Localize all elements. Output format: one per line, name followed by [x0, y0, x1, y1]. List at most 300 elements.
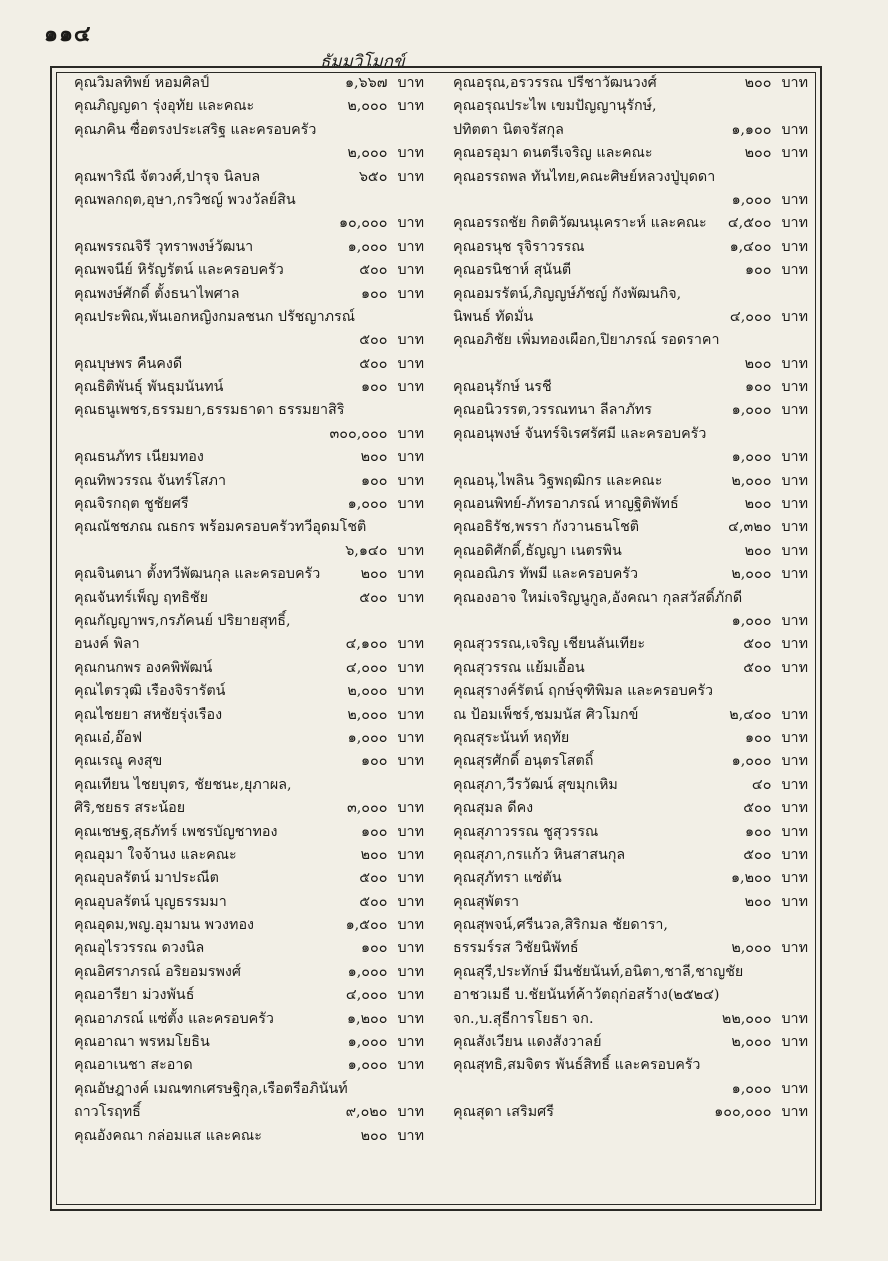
currency-unit: บาท — [397, 425, 424, 442]
donation-amount-row — [317, 166, 424, 189]
donor-entry — [453, 283, 808, 330]
donor-entry — [453, 821, 808, 844]
donation-amount-row — [317, 984, 424, 1007]
donor-entry — [74, 95, 424, 118]
donation-amount-row — [693, 844, 808, 867]
donation-amount-row — [693, 633, 808, 656]
donation-amount: ๔,๐๐๐ — [729, 308, 772, 325]
donor-entry — [453, 961, 808, 1031]
donor-entry — [74, 774, 424, 821]
donation-amount: ๑,๒๐๐ — [730, 870, 772, 887]
donor-entry — [74, 353, 424, 376]
currency-unit: บาท — [781, 145, 808, 162]
donor-entry — [74, 236, 424, 259]
donor-entry — [74, 189, 424, 236]
donor-entry — [74, 914, 424, 937]
donor-entry — [74, 1008, 424, 1031]
donation-amount-row — [317, 423, 424, 446]
donation-amount: ๑,๔๐๐ — [729, 238, 772, 255]
donor-entry — [74, 750, 424, 773]
donation-amount: ๒๐๐ — [360, 449, 388, 466]
donor-entry — [74, 72, 424, 95]
currency-unit: บาท — [781, 121, 808, 138]
currency-unit: บาท — [781, 823, 808, 840]
currency-unit: บาท — [397, 215, 424, 232]
donor-name: คุณสุมล ดีคง — [453, 800, 534, 817]
donor-entry — [453, 540, 808, 563]
currency-unit: บาท — [397, 1104, 424, 1121]
donor-name: คุณอรรถพล ทันไทย,คณะศิษย์หลวงปู่บุดดา — [453, 168, 716, 185]
currency-unit: บาท — [397, 1057, 424, 1074]
donation-amount-row — [317, 633, 424, 656]
donation-amount-row — [317, 72, 424, 95]
donor-entry — [453, 633, 808, 656]
donation-amount-row — [317, 353, 424, 376]
running-header: ธัมมวิโมกข์ — [320, 52, 405, 72]
donation-amount: ๑,๖๖๗ — [344, 75, 388, 91]
currency-unit: บาท — [397, 893, 424, 910]
donor-entry — [74, 1054, 424, 1077]
currency-unit: บาท — [781, 262, 808, 279]
donation-amount: ๑,๕๐๐ — [345, 917, 388, 934]
currency-unit: บาท — [781, 1104, 808, 1121]
currency-unit: บาท — [781, 893, 808, 910]
donor-entry — [74, 516, 424, 563]
donation-amount: ๑,๒๐๐ — [346, 1010, 388, 1027]
donation-amount: ๒,๐๐๐ — [731, 940, 772, 957]
donor-name: คุณอรุณประไพ เขมปัญญานุรักษ์, — [453, 98, 657, 115]
donation-amount: ๒๐๐ — [360, 1127, 388, 1144]
donor-entry — [453, 259, 808, 282]
donor-name: คุณสุดา เสริมศรี — [453, 1104, 554, 1121]
currency-unit: บาท — [397, 355, 424, 372]
currency-unit: บาท — [397, 683, 424, 700]
donation-amount: ๒,๐๐๐ — [347, 683, 388, 700]
donor-name: คุณสุทธิ,สมจิตร พันธ์สิทธิ์ และครอบครัว — [453, 1057, 701, 1074]
currency-unit: บาท — [397, 542, 424, 559]
donor-entry — [453, 1101, 808, 1124]
donation-amount: ๑,๐๐๐ — [347, 729, 388, 746]
currency-unit: บาท — [781, 1080, 808, 1097]
currency-unit: บาท — [397, 98, 424, 115]
donation-amount-row — [317, 657, 424, 680]
donor-name: คุณสุรางค์รัตน์ ฤกษ์จุฑิพิมล และครอบครัว — [453, 683, 714, 700]
donor-name: คุณพลกฤต,อุษา,กรวิชญ์ พวงวัลย์สิน — [74, 191, 296, 208]
currency-unit: บาท — [397, 332, 424, 349]
donation-amount: ๒,๐๐๐ — [731, 472, 772, 489]
donation-amount: ๕๐๐ — [359, 332, 388, 349]
currency-unit: บาท — [397, 800, 424, 817]
currency-unit: บาท — [781, 519, 808, 536]
currency-unit: บาท — [781, 496, 808, 513]
donation-amount-row — [317, 891, 424, 914]
donor-name: คุณอรุณ,อรวรรณ ปรีชาวัฒนวงศ์ — [453, 75, 657, 91]
donor-name: คุณอรนุช รุจิราวรรณ — [453, 238, 585, 255]
donor-entry — [74, 283, 424, 306]
donation-amount: ๕๐๐ — [743, 636, 772, 653]
donor-entry — [74, 867, 424, 890]
donation-amount-row — [693, 72, 808, 95]
currency-unit: บาท — [397, 1010, 424, 1027]
donation-amount-row — [317, 867, 424, 890]
donor-name: คุณทิพวรรณ จันทร์โสภา — [74, 472, 226, 489]
donor-entry — [453, 423, 808, 470]
donation-amount: ๔,๓๒๐ — [728, 519, 772, 536]
donation-amount-row — [693, 1008, 808, 1031]
donor-entry — [453, 95, 808, 142]
donation-amount-row — [693, 1031, 808, 1054]
currency-unit: บาท — [781, 308, 808, 325]
donation-amount: ๑,๐๐๐ — [731, 1080, 772, 1097]
donation-amount: ๑,๐๐๐ — [731, 402, 772, 419]
donation-amount-row — [317, 961, 424, 984]
donation-amount: ๒๐๐ — [744, 145, 772, 162]
donor-entry — [74, 306, 424, 353]
donation-amount: ๕๐๐ — [359, 870, 388, 887]
donation-amount: ๕๐๐ — [359, 262, 388, 279]
donor-name: คุณสุภา,กรแก้ว หินสาสนกุล — [453, 846, 626, 863]
donation-amount: ๔,๑๐๐ — [345, 636, 388, 653]
donor-entry — [453, 844, 808, 867]
donation-amount-row — [693, 891, 808, 914]
donation-amount-row — [317, 587, 424, 610]
currency-unit: บาท — [397, 145, 424, 162]
donation-amount: ๑๐๐ — [744, 379, 772, 396]
currency-unit: บาท — [397, 449, 424, 466]
donation-amount-row — [317, 1031, 424, 1054]
donor-name: คุณสุภา,วีรวัฒน์ สุขมุกเหิม — [453, 776, 618, 793]
donation-amount: ๑๐๐,๐๐๐ — [714, 1104, 772, 1121]
donor-name: คุณไชยยา สหชัยรุ่งเรือง — [74, 706, 223, 723]
donor-name: คุณอนิวรรต,วรรณทนา ลีลาภัทร — [453, 402, 652, 419]
donor-name: คุณอุดม,พญ.อุมามน พวงทอง — [74, 917, 255, 934]
donor-name: คุณอณิภร ทัพมี และครอบครัว — [453, 566, 638, 583]
donor-name: คุณสุวรรณ,เจริญ เชียนลันเทียะ — [453, 636, 646, 653]
donor-name: คุณภคิน ซื่อตรงประเสริฐ และครอบครัว — [74, 121, 317, 138]
currency-unit: บาท — [781, 729, 808, 746]
donor-name: คุณสุพัตรา — [453, 893, 519, 910]
donation-amount-row — [693, 1101, 808, 1124]
donation-amount-row — [317, 212, 424, 235]
donation-amount: ๕๐๐ — [359, 893, 388, 910]
donation-amount-row — [693, 937, 808, 960]
currency-unit: บาท — [781, 191, 808, 208]
donor-entry — [453, 914, 808, 961]
donor-name: คุณอาเนชา สะอาด — [74, 1057, 193, 1074]
donation-amount-row — [317, 236, 424, 259]
donor-name: คุณอมรรัตน์,ภิญญษ์ภัชญ์ กังพัฒนกิจ, — [453, 285, 682, 302]
donor-name: นิพนธ์ ทัดมั่น — [453, 308, 534, 325]
currency-unit: บาท — [397, 589, 424, 606]
donation-amount-row — [693, 610, 808, 633]
donor-name: คุณกัญญาพร,กรภัคนย์ ปริยายสุทธิ์, — [74, 612, 291, 629]
donation-amount: ๓,๐๐๐ — [346, 800, 388, 817]
currency-unit: บาท — [397, 963, 424, 980]
donor-name: คุณจันทร์เพ็ญ ฤทธิชัย — [74, 589, 209, 606]
donor-entry — [453, 1031, 808, 1054]
donor-name: คุณอุมา ใจจ้านง และคณะ — [74, 846, 237, 863]
donation-amount-row — [693, 867, 808, 890]
donor-name: คุณสุวรรณ แย้มเอื้อน — [453, 659, 585, 676]
donation-amount: ๕๐๐ — [743, 800, 772, 817]
donor-entry — [74, 493, 424, 516]
donor-name: คุณพจนีย์ หิรัญรัตน์ และครอบครัว — [74, 262, 284, 279]
donation-amount: ๑,๐๐๐ — [347, 1057, 388, 1074]
donation-amount-row — [317, 797, 424, 820]
donation-amount: ๔,๐๐๐ — [345, 987, 388, 1004]
currency-unit: บาท — [781, 800, 808, 817]
donation-amount: ๑,๐๐๐ — [731, 753, 772, 770]
right-donor-column — [453, 72, 808, 1125]
donation-amount: ๕๐๐ — [359, 589, 388, 606]
donor-name: คุณอุบลรัตน์ บุญธรรมมา — [74, 893, 227, 910]
donor-name: คุณอุบลรัตน์ มาประณีต — [74, 870, 219, 887]
currency-unit: บาท — [397, 1034, 424, 1051]
donation-amount: ๑,๐๐๐ — [347, 1034, 388, 1051]
donor-entry — [453, 72, 808, 95]
donor-name: คุณวิมลทิพย์ หอมศิลป์ — [74, 75, 210, 91]
donation-amount-row — [317, 95, 424, 118]
donation-amount-row — [317, 750, 424, 773]
donation-amount: ๒๐๐ — [360, 566, 388, 583]
currency-unit: บาท — [781, 846, 808, 863]
currency-unit: บาท — [397, 940, 424, 957]
donation-amount: ๒๐๐ — [744, 75, 772, 91]
donor-entry — [453, 516, 808, 539]
donation-amount-row — [693, 259, 808, 282]
donor-name: คุณอรอุมา ดนตรีเจริญ และคณะ — [453, 145, 653, 162]
donation-amount-row — [317, 446, 424, 469]
donation-amount-row — [693, 306, 808, 329]
donation-amount: ๑๐๐ — [360, 823, 388, 840]
left-donor-column — [74, 72, 424, 1148]
currency-unit: บาท — [781, 215, 808, 232]
donor-name: คุณอิศราภรณ์ อริยอมรพงศ์ — [74, 963, 241, 980]
currency-unit: บาท — [397, 846, 424, 863]
donation-amount-row — [317, 329, 424, 352]
currency-unit: บาท — [397, 238, 424, 255]
donor-entry — [74, 821, 424, 844]
donation-amount-row — [317, 844, 424, 867]
donor-name: คุณอนุพงษ์ จันทร์จิเรศรัศมี และครอบครัว — [453, 425, 707, 442]
donor-name: คุณอรรถชัย กิตติวัฒนนุเคราะห์ และคณะ — [453, 215, 707, 232]
donation-amount-row — [317, 1125, 424, 1148]
donor-entry — [74, 610, 424, 657]
currency-unit: บาท — [397, 472, 424, 489]
donor-entry — [74, 657, 424, 680]
donation-amount-row — [693, 540, 808, 563]
currency-unit: บาท — [397, 823, 424, 840]
donor-entry — [453, 236, 808, 259]
donor-name: คุณณัชชภณ ณธกร พร้อมครอบครัวทวีอุดมโชติ — [74, 519, 367, 536]
donor-name: คุณเรณู คงสุข — [74, 753, 163, 770]
donor-name: คุณเชษฐ,สุธภัทร์ เพชรบัญชาทอง — [74, 823, 278, 840]
currency-unit: บาท — [397, 636, 424, 653]
donation-amount-row — [693, 704, 808, 727]
currency-unit: บาท — [397, 659, 424, 676]
donor-entry — [74, 1125, 424, 1148]
currency-unit: บาท — [397, 379, 424, 396]
donation-amount-row — [317, 142, 424, 165]
donor-entry — [453, 587, 808, 634]
currency-unit: บาท — [397, 496, 424, 513]
currency-unit: บาท — [781, 449, 808, 466]
currency-unit: บาท — [781, 355, 808, 372]
donor-name: จก.,บ.สุธีการโยธา จก. — [453, 1010, 594, 1027]
donor-entry — [74, 727, 424, 750]
donor-name: คุณองอาจ ใหม่เจริญนูกูล,อังคณา กุลสวัสดิ์ภักดี — [453, 589, 743, 606]
donation-amount-row — [693, 470, 808, 493]
donor-entry — [453, 376, 808, 399]
donor-name: คุณสุรี,ประทักษ์ มีนชัยนันท์,อนิตา,ชาลี,ชาญชัย — [453, 963, 744, 980]
currency-unit: บาท — [781, 636, 808, 653]
donation-amount-row — [693, 376, 808, 399]
donor-name: คุณจิรกฤต ชูชัยศรี — [74, 496, 189, 513]
currency-unit: บาท — [781, 472, 808, 489]
currency-unit: บาท — [781, 566, 808, 583]
currency-unit: บาท — [781, 379, 808, 396]
donor-name: คุณอนพิทย์-ภัทรอาภรณ์ หาญฐิติพัทธ์ — [453, 496, 679, 513]
donor-entry — [74, 844, 424, 867]
donation-amount-row — [693, 516, 808, 539]
donation-amount-row — [317, 259, 424, 282]
currency-unit: บาท — [397, 987, 424, 1004]
donation-amount: ๖,๑๔๐ — [345, 542, 388, 559]
donation-amount-row — [693, 212, 808, 235]
donation-amount-row — [693, 493, 808, 516]
donation-amount-row — [317, 283, 424, 306]
donation-amount-row — [317, 563, 424, 586]
donation-amount: ๕๐๐ — [359, 355, 388, 372]
donor-name: คุณเอ๋,อ๊อฟ — [74, 729, 143, 746]
donation-amount-row — [317, 1008, 424, 1031]
donation-amount-row — [693, 353, 808, 376]
donor-entry — [74, 587, 424, 610]
donor-entry — [74, 563, 424, 586]
donor-name: ถาวโรฤทธิ์ — [74, 1104, 141, 1121]
donor-name: คุณอารียา ม่วงพันธ์ — [74, 987, 195, 1004]
donor-name: คุณอธิรัช,พรรา กังวานธนโชติ — [453, 519, 640, 536]
donation-amount: ๑,๐๐๐ — [731, 449, 772, 466]
donation-amount: ๓๐๐,๐๐๐ — [329, 425, 388, 442]
donor-name: คุณกนกพร องคพิพัฒน์ — [74, 659, 213, 676]
donor-entry — [74, 399, 424, 446]
donation-amount-row — [693, 142, 808, 165]
donor-name: คุณอรนิชาห์ สุนันตี — [453, 262, 572, 279]
currency-unit: บาท — [781, 940, 808, 957]
donation-amount: ๑๐๐ — [360, 472, 388, 489]
donation-amount: ๑๐๐ — [360, 379, 388, 396]
donation-amount-row — [317, 540, 424, 563]
donor-entry — [74, 984, 424, 1007]
donor-entry — [453, 891, 808, 914]
donation-amount-row — [693, 189, 808, 212]
donation-amount-row — [693, 774, 808, 797]
donor-entry — [453, 399, 808, 422]
currency-unit: บาท — [397, 75, 424, 91]
donor-name: คุณธิติพันธุ์ พันธุมนันทน์ — [74, 379, 224, 396]
donation-amount: ๑๐,๐๐๐ — [338, 215, 388, 232]
donation-amount-row — [693, 563, 808, 586]
donation-amount: ๒๐๐ — [744, 496, 772, 513]
currency-unit: บาท — [397, 753, 424, 770]
donor-name: อนงค์ พิลา — [74, 636, 140, 653]
currency-unit: บาท — [781, 706, 808, 723]
donation-amount: ๒๐๐ — [360, 846, 388, 863]
donor-name: คุณพงษ์ศักดิ์ ตั้งธนาไพศาล — [74, 285, 240, 302]
donation-amount-row — [693, 821, 808, 844]
donation-amount-row — [693, 750, 808, 773]
donor-entry — [74, 446, 424, 469]
donor-name: คุณธนภัทร เนียมทอง — [74, 449, 204, 466]
donation-amount-row — [317, 470, 424, 493]
donation-amount: ๖๕๐ — [358, 168, 388, 185]
donor-entry — [74, 470, 424, 493]
currency-unit: บาท — [397, 285, 424, 302]
donor-name: คุณสุภัทรา แซ่ตัน — [453, 870, 562, 887]
donation-amount: ๕๐๐ — [743, 659, 772, 676]
donor-name: คุณบุษพร คืนคงดี — [74, 355, 183, 372]
donor-entry — [74, 376, 424, 399]
donor-entry — [453, 797, 808, 820]
donor-entry — [74, 704, 424, 727]
donation-amount: ๑,๐๐๐ — [347, 238, 388, 255]
currency-unit: บาท — [781, 776, 808, 793]
donation-amount-row — [317, 727, 424, 750]
donation-amount: ๕๐๐ — [743, 846, 772, 863]
donor-name: คุณอังคณา กล่อมแส และคณะ — [74, 1127, 262, 1144]
currency-unit: บาท — [397, 168, 424, 185]
donation-amount: ๒,๔๐๐ — [729, 706, 772, 723]
donation-amount-row — [693, 446, 808, 469]
donation-amount-row — [317, 704, 424, 727]
donation-amount-row — [693, 657, 808, 680]
donation-amount: ๒,๐๐๐ — [347, 98, 388, 115]
donor-name: คุณอนุรักษ์ นรชี — [453, 379, 552, 396]
donation-amount: ๑๐๐ — [360, 285, 388, 302]
donor-name: คุณไตรวุฒิ เรืองจิรารัตน์ — [74, 683, 226, 700]
donation-amount-row — [317, 376, 424, 399]
donor-entry — [453, 1054, 808, 1101]
donor-name: คุณสุระนันท์ หฤทัย — [453, 729, 570, 746]
donor-name: คุณอุไรวรรณ ดวงนิล — [74, 940, 205, 957]
donor-entry — [74, 259, 424, 282]
donor-entry — [453, 166, 808, 213]
donor-entry — [74, 119, 424, 166]
donation-amount: ๑๐๐ — [360, 940, 388, 957]
donor-entry — [74, 1078, 424, 1125]
donation-amount: ๔,๕๐๐ — [727, 215, 772, 232]
donation-amount: ๑๐๐ — [744, 262, 772, 279]
donor-name: คุณอาณา พรหมโยธิน — [74, 1034, 210, 1051]
donor-entry — [74, 891, 424, 914]
donor-entry — [453, 774, 808, 797]
donor-name: คุณอภิชัย เพิ่มทองเผือก,ปิยาภรณ์ รอดราคา — [453, 332, 720, 349]
donor-entry — [74, 961, 424, 984]
donor-name: ณ ป้อมเพ็ชร์,ชมมนัส ศิวโมกข์ — [453, 706, 639, 723]
currency-unit: บาท — [781, 1034, 808, 1051]
donor-name: คุณจินตนา ตั้งทวีพัฒนกุล และครอบครัว — [74, 566, 321, 583]
donation-amount: ๔,๐๐๐ — [345, 659, 388, 676]
donation-amount: ๒๐๐ — [744, 542, 772, 559]
currency-unit: บาท — [781, 659, 808, 676]
donation-amount-row — [693, 1078, 808, 1101]
donor-entry — [453, 470, 808, 493]
donor-name: ศิริ,ชยธร สระน้อย — [74, 800, 186, 817]
donation-amount-row — [317, 937, 424, 960]
currency-unit: บาท — [781, 402, 808, 419]
currency-unit: บาท — [781, 1010, 808, 1027]
